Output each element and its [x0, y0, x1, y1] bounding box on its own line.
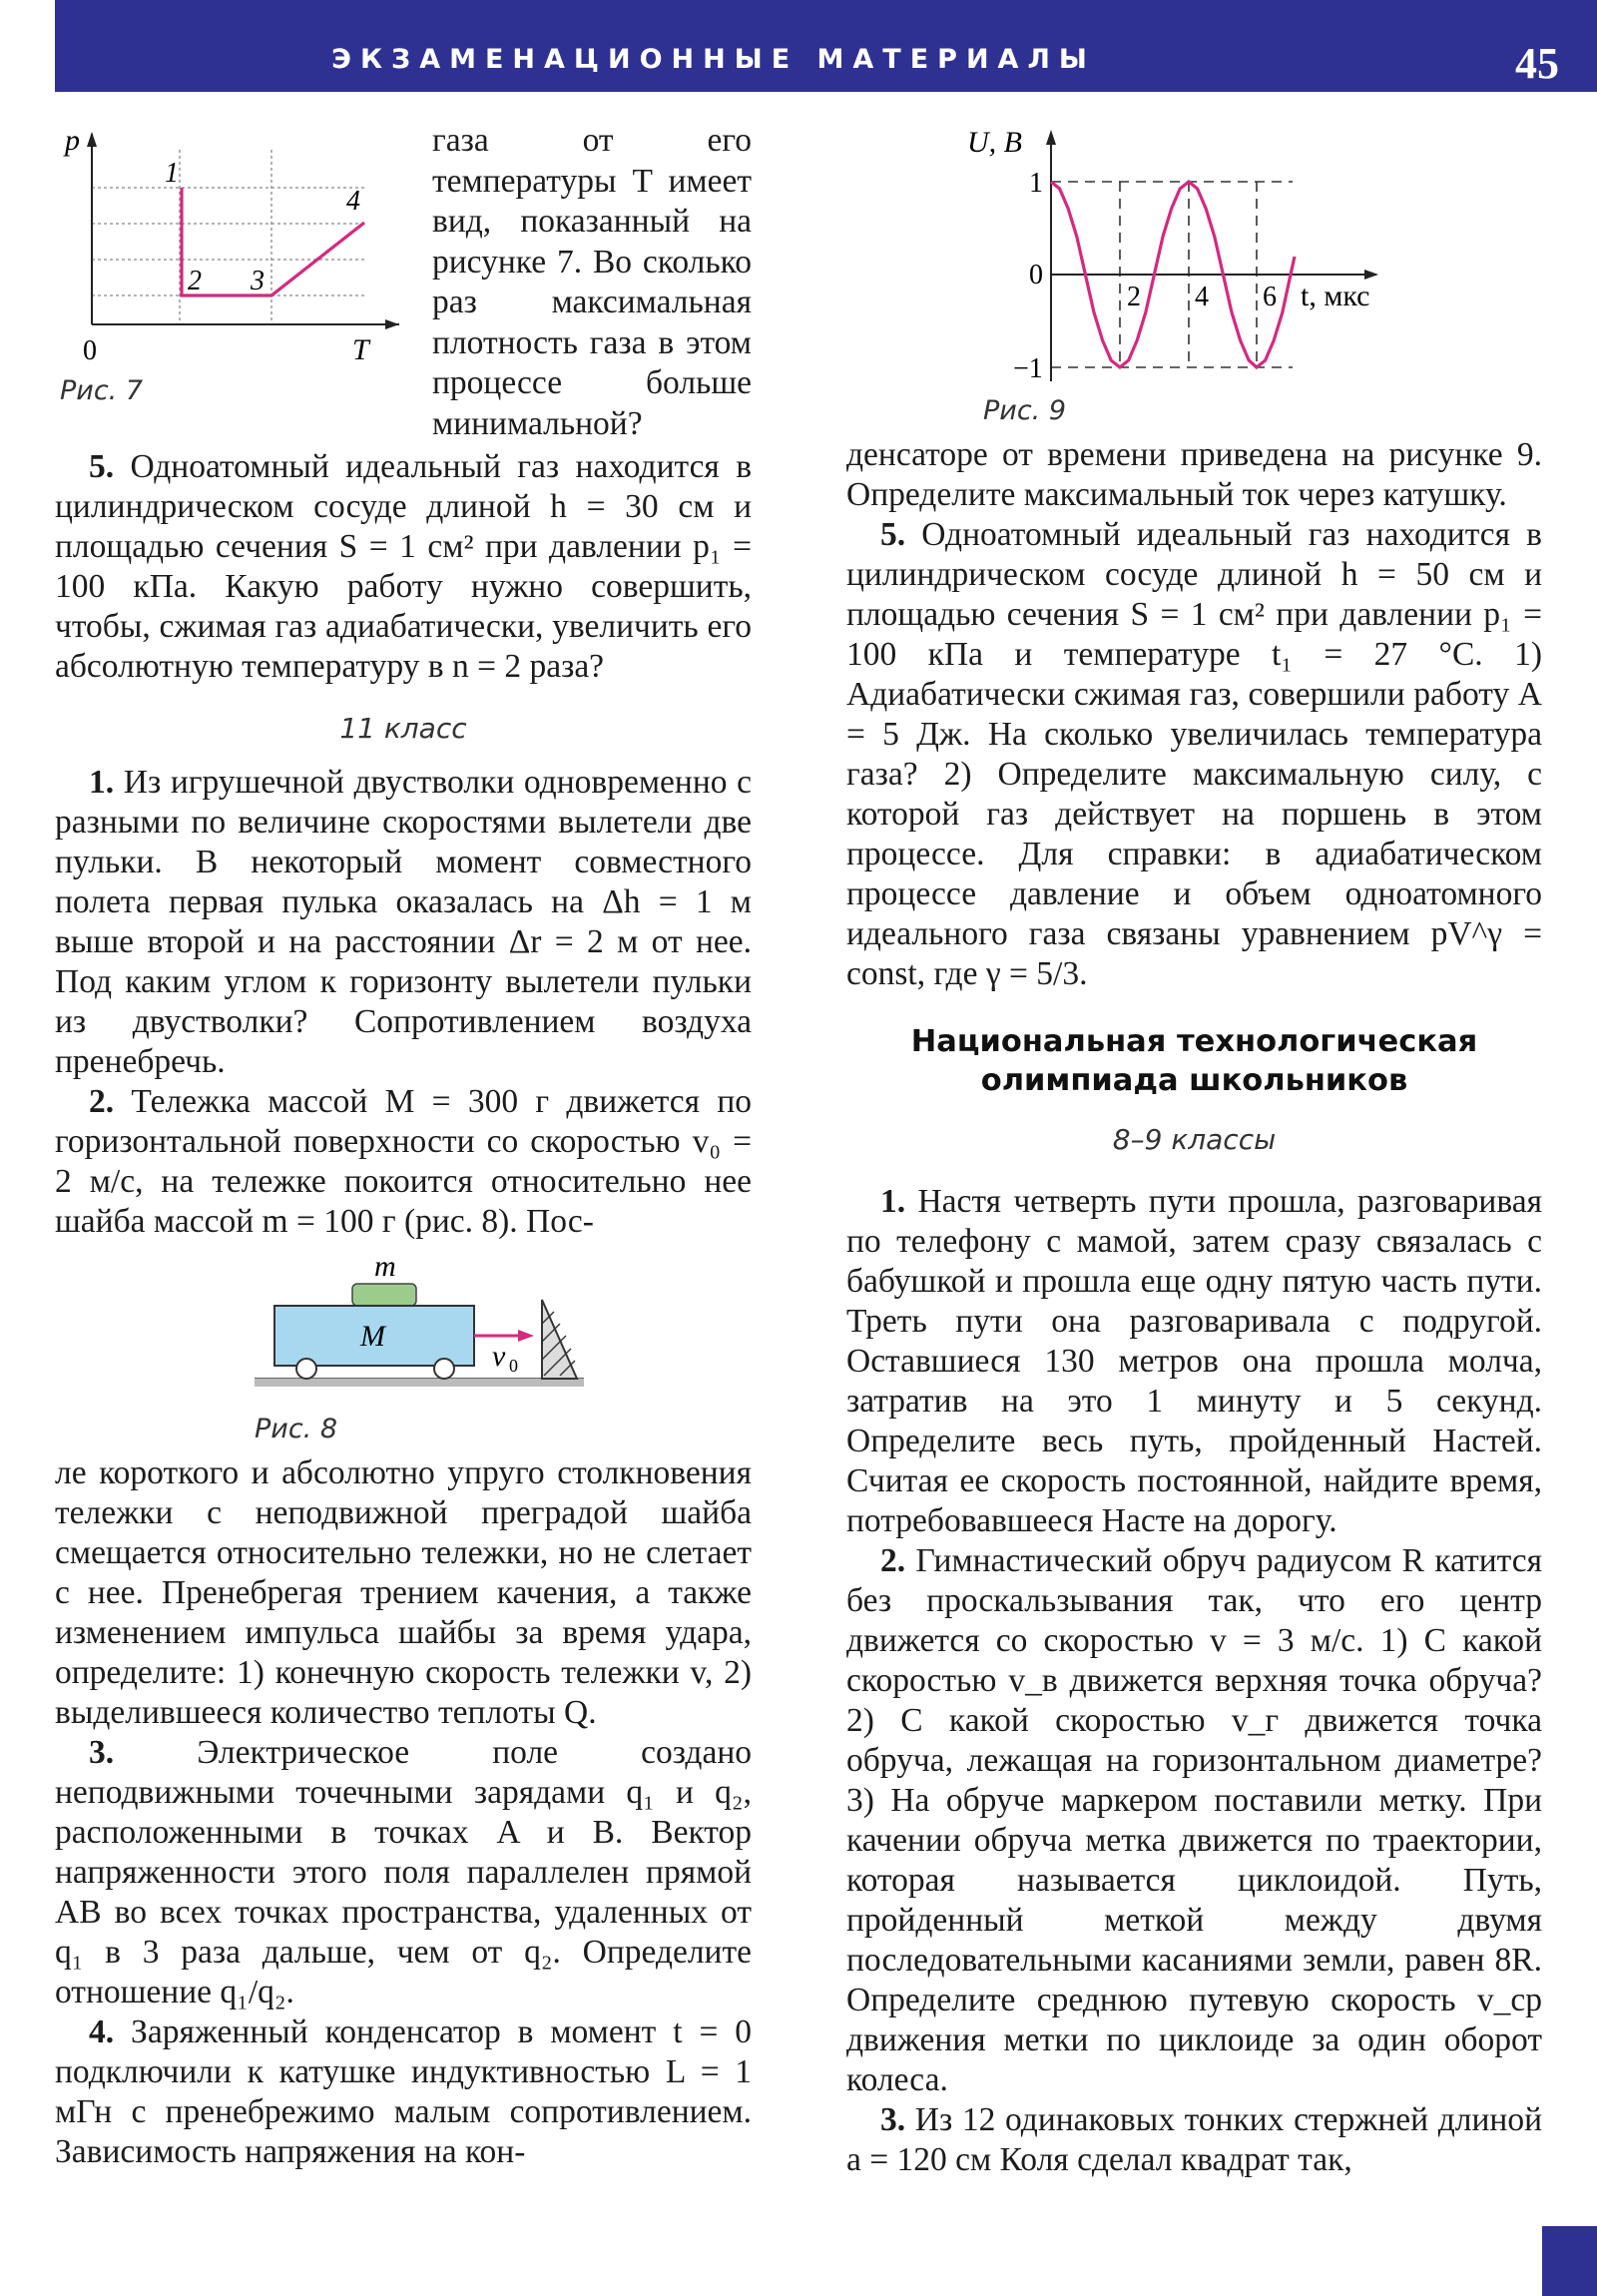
problem-2-left-continued: ле короткого и абсолютно упруго столкновения тележки с неподвижной преградой шайба смещается относительно тележки, но не слетает с нее. Пренебрегая трением качения, а также изменением импульса шайбы за время удара, определите: 1) конечную скорость тележки v, 2) выделившееся количество теплоты Q.	[55, 1454, 752, 1731]
point-4-label: 4	[346, 186, 360, 217]
barrier	[542, 1300, 577, 1379]
y-tick-neg1: −1	[1013, 353, 1043, 384]
figure-7-graph	[55, 120, 414, 379]
cart-wheel-right	[434, 1359, 454, 1379]
left-column	[55, 447, 752, 2172]
class-11-heading: 11 класс	[339, 712, 467, 745]
point-3-label: 3	[251, 266, 265, 296]
mass-m-label: m	[374, 1250, 396, 1283]
figure-8-caption: Рис. 8	[255, 1414, 338, 1444]
header-title: ЭКЗАМЕНАЦИОННЫЕ МАТЕРИАЛЫ	[331, 44, 1096, 75]
velocity-v0-label: v	[492, 1340, 506, 1373]
olympiad-problem-1: 1. Настя четверть пути прошла, разговаривая по телефону с мамой, затем сразу связалась с бабушкой и прошла еще одну пятую часть пути. Треть пути она разговаривала с подругой. Оставшиеся 130 метров она прошла молча, затратив на это 1 минуту и 5 секунд. Определите весь путь, пройденный Настей. Считая ее скорость постоянной, найдите время, потребовавшееся Насте на дорогу.	[846, 1183, 1543, 1539]
process-curve	[182, 188, 364, 295]
axis-u-label: U, В	[967, 126, 1022, 159]
corner-tab	[1542, 2226, 1597, 2296]
problem-5-right: 5. Одноатомный идеальный газ находится в цилиндрическом сосуде длиной h = 50 см и площадью сечения S = 1 см² при давлении p₁ = 100 кПа и температуре t₁ = 27 °С. 1) Адиабатически сжимая газ, совершили работу A = 5 Дж. На сколько увеличилась температура газа? 2) Определите максимальную силу, с которой газ действует на поршень в этом процессе. Для справки: в адиабатическом процессе давление и объем одноатомного идеального газа связаны уравнением pV^γ = const, где γ = 5/3.	[846, 516, 1543, 992]
page-header	[55, 0, 1597, 92]
olympiad-problem-2: 2. Гимнастический обруч радиусом R катится без проскальзывания так, что его центр движется со скоростью v = 3 м/с. 1) С какой скоростью v_в движется верхняя точка обруча? 2) С какой скоростью v_г движется точка обруча, лежащая на горизонтальном диаметре? 3) На обруче маркером поставили метку. При качении обруча метка движется по траектории, которая называется циклоидой. Путь, пройденный меткой между двумя последовательными касаниями земли, равен 8R. Определите среднюю путевую скорость v_ср движения метки по циклоиде за один оборот колеса.	[846, 1542, 1542, 2098]
cart-wheel-left	[296, 1359, 316, 1379]
mass-M-label: M	[360, 1320, 385, 1353]
figure-8-diagram	[255, 1250, 594, 1404]
problem-3-left: 3. Электрическое поле создано неподвижными точечными зарядами q₁ и q₂, расположенными в точках A и B. Вектор напряженности этого поля параллелен прямой AB во всех точках пространства, удаленных от q₁ в 3 раза дальше, чем от q₂. Определите отношение q₁/q₂.	[55, 1734, 752, 2010]
left-wrap-text: газа от его температуры T имеет вид, показанный на рисунке 7. Во сколько раз максимальная плотность газа в этом процессе больше минимальной?	[432, 122, 752, 442]
right-column	[846, 435, 1542, 2180]
axis-p-label: p	[65, 124, 80, 157]
problem-4-left: 4. Заряженный конденсатор в момент t = 0 подключили к катушке индуктивностью L = 1 мГн с пренебрежимо малым сопротивлением. Зависимость напряжения на кон-	[55, 2013, 752, 2170]
problem-2-left: 2. Тележка массой M = 300 г движется по горизонтальной поверхности со скоростью v₀ = 2 м/с, на тележке покоится относительно нее шайба массой m = 100 г (рис. 8). Пос-	[55, 1083, 753, 1240]
problem-1-left: 1. Из игрушечной двустволки одновременно с разными по величине скоростями вылетели две пульки. В некоторый момент совместного полета первая пулька оказалась на Δh = 1 м выше второй и на расстоянии Δr = 2 м от нее. Под каким углом к горизонту вылетели пульки из двустволки? Сопротивлением воздуха пренебречь.	[55, 764, 753, 1080]
y-tick-0: 0	[1029, 260, 1043, 290]
class-8-9-heading: 8–9 классы	[1112, 1123, 1277, 1156]
figure-9-graph	[967, 120, 1392, 399]
olympiad-problem-3: 3. Из 12 одинаковых тонких стержней длиной a = 120 см Коля сделал квадрат так,	[846, 2101, 1542, 2178]
velocity-v0-sub: 0	[509, 1356, 518, 1376]
point-2-label: 2	[188, 266, 202, 296]
section-title: Национальная технологическая олимпиада школьников	[910, 1024, 1478, 1098]
axis-t-label: T	[352, 333, 369, 366]
y-tick-1: 1	[1029, 168, 1043, 199]
problem-5-left: 5. Одноатомный идеальный газ находится в цилиндрическом сосуде длиной h = 30 см и площадью сечения S = 1 см² при давлении p₁ = 100 кПа. Какую работу нужно совершить, чтобы, сжимая газ адиабатически, увеличить его абсолютную температуру в n = 2 раза?	[55, 448, 753, 685]
problem-4-right-continued: денсаторе от времени приведена на рисунке 9. Определите максимальный ток через катушку.	[846, 436, 1542, 513]
x-tick-2: 2	[1127, 282, 1141, 312]
point-1-label: 1	[165, 158, 179, 189]
origin-label: 0	[83, 335, 97, 366]
figure-8-block	[55, 1242, 752, 1453]
x-tick-4: 4	[1195, 282, 1209, 312]
x-tick-6: 6	[1263, 282, 1277, 312]
figure-9-caption: Рис. 9	[983, 395, 1067, 426]
page-number: 45	[1515, 39, 1559, 88]
figure-7-caption: Рис. 7	[60, 375, 144, 406]
puck	[352, 1284, 416, 1306]
axis-t-label-fig9: t, мкс	[1301, 280, 1370, 312]
